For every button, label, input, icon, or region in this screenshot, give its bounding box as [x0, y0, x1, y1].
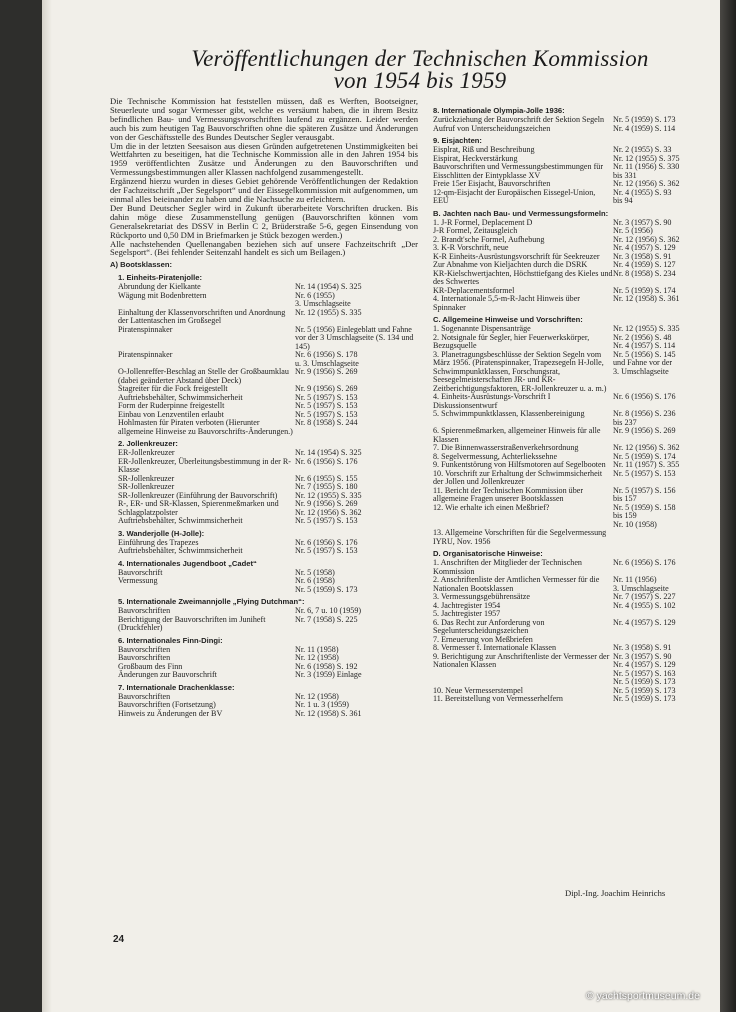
item-title: Auftriebsbehälter, Schwimmsicherheit — [118, 546, 243, 556]
item-title: 13. Allgemeine Vorschriften für die Segelvermessung IYRU, Nov. 1956 — [433, 528, 607, 546]
item-title: ER-Jollenkreuzer, Überleitungsbestimmung in der R-Klasse — [118, 456, 291, 475]
item-reference: Nr. 5 (1959) S. 158 bis 159 Nr. 10 (1958) — [613, 502, 676, 529]
intro-paragraph: Um die in der letzten Seesaison aus diesen Gründen aufgetretenen Unstimmigkeiten bei Wettfahrten zu beseitigen, hat die Technische Kommission alle in den Jahren 1954 bis 1959 veröffentlichten Zusätze und Änderungen zu den Bauvorschriften und Vermessungsbestimmungen aller Klassen nachfolgend zusammengestellt. — [110, 140, 418, 178]
item-title: Zur Abnahme von Kieljachten durch die DSRK — [433, 260, 588, 269]
item-reference: Nr. 14 (1954) S. 325 — [295, 282, 362, 292]
list-item — [110, 517, 418, 526]
item-title: 4. Internationale 5,5-m-R-Jacht Hinweis über Spinnaker — [433, 294, 580, 312]
item-reference: Nr. 11 (1956) S. 330 bis 331 — [613, 162, 680, 180]
item-reference: Nr. 6, 7 u. 10 (1959) — [295, 606, 362, 616]
item-reference: Nr. 5 (1957) S. 153 — [613, 468, 676, 478]
item-reference: Nr. 12 (1958) S. 361 — [613, 294, 680, 303]
list-item — [110, 458, 418, 475]
item-reference: Nr. 3 (1958) S. 91 — [613, 643, 672, 652]
item-reference: Nr. 5 (1957) S. 153 — [295, 516, 358, 526]
item-title: Piratenspinnaker — [118, 350, 173, 360]
item-title: Auftriebsbehälter, Schwimmsicherheit — [118, 516, 243, 526]
title-line-1: Veröffentlichungen der Technischen Kommission — [191, 46, 649, 71]
item-reference: Nr. 5 (1956) S. 145 und Fahne vor der 3. Umschlagseite — [613, 349, 676, 376]
item-title: Bauvorschriften — [118, 691, 171, 701]
item-reference: Nr. 4 (1955) S. 102 — [613, 600, 676, 610]
list-item — [110, 547, 418, 556]
item-reference: Nr. 5 (1956) — [613, 226, 653, 235]
list-item — [425, 189, 725, 206]
item-title: Abrundung der Kielkante — [118, 282, 201, 292]
list-item — [425, 470, 725, 487]
section-heading: 7. Internationale Drachenklasse: — [118, 682, 235, 692]
list-item — [425, 576, 725, 593]
item-reference: Nr. 5 (1956) Einlegeblatt und Fahne vor der 3 Umschlagseite (S. 134 und 145) — [295, 324, 414, 351]
item-title: Vermessung — [118, 576, 158, 586]
list-item — [425, 295, 725, 312]
item-reference: Nr. 1 u. 3 (1959) — [295, 700, 349, 710]
item-reference: Nr. 6 (1955) 3. Umschlagseite — [295, 290, 351, 309]
item-reference: Nr. 6 (1958) S. 192 — [295, 661, 358, 671]
item-title: Bauvorschriften — [118, 653, 171, 663]
item-reference: Nr. 11 (1956) 3. Umschlagseite — [613, 575, 669, 593]
list-item — [110, 577, 418, 594]
item-reference: Nr. 9 (1956) S. 269 — [613, 426, 676, 435]
section-heading: 5. Internationale Zweimannjolle „Flying Dutchman“: — [118, 597, 305, 607]
section-heading: D. Organisatorische Hinweise: — [433, 549, 543, 558]
item-title: 7. Erneuerung von Meßbriefen — [433, 634, 533, 644]
list-item — [425, 410, 725, 427]
item-title: 1. Sogenannte Dispensanträge — [433, 324, 531, 333]
item-reference: Nr. 7 (1958) S. 225 — [295, 614, 358, 624]
item-reference: Nr. 3 (1958) S. 91 — [613, 251, 672, 261]
item-title: O-Jollenreffer-Beschlag an Stelle der Großbaumklau (dabei geänderter Abstand über Deck) — [118, 367, 289, 385]
item-reference: Nr. 6 (1958) Nr. 5 (1959) S. 173 — [295, 576, 358, 594]
list-item — [110, 326, 418, 352]
item-reference: Nr. 5 (1959) S. 173 — [613, 685, 676, 695]
item-title: Auftriebsbehälter, Schwimmsicherheit — [118, 392, 243, 402]
item-title: KR-Deplacementsformel — [433, 285, 515, 295]
item-title: J-R Formel, Zeitausgleich — [433, 226, 518, 235]
item-title: R-, ER- und SR-Klassen, Spierenmeßmarken und Schlagplatzpolster — [118, 499, 279, 517]
section-heading: A) Bootsklassen: — [110, 260, 173, 270]
item-reference: Nr. 3 (1959) Einlage — [295, 670, 362, 680]
item-reference: Nr. 6 (1956) S. 176 — [613, 392, 676, 401]
item-title: Form der Ruderpinne freigestellt — [118, 401, 225, 411]
intro-paragraph: Alle nachstehenden Quellenangaben beziehen sich auf unsere Fachzeitschrift „Der Segelsport“. (Bei fehlender Seitenzahl handelt es sich um Beilagen.) — [110, 238, 418, 258]
item-reference: Nr. 5 (1959) S. 174 — [613, 285, 676, 295]
title-line-2: von 1954 bis 1959 — [333, 68, 507, 93]
item-reference: Nr. 4 (1959) S. 114 — [613, 123, 676, 133]
list-item — [110, 309, 418, 326]
item-title: 1. Anschriften der Mitglieder der Technischen Kommission — [433, 558, 582, 576]
item-reference: Nr. 4 (1955) S. 93 bis 94 — [613, 187, 672, 205]
item-title: 4. Einheits-Ausrüstungs-Vorschrift I Diskussionsentwurf — [433, 392, 551, 410]
section-heading: 1. Einheits-Piratenjolle: — [118, 273, 202, 283]
page-number: 24 — [113, 934, 125, 945]
item-reference: Nr. 5 (1957) S. 153 — [295, 401, 358, 411]
intro-paragraph: Die Technische Kommission hat feststellen müssen, daß es Werften, Bootseigner, Steuerleute und sogar Vermesser gibt, welche es versäumt haben, die in ihrem Besitz befindlichen Bau- und Vermessungsvorschriften laufend zu ergänzen. Leider werden auch bis zum heutigen Tag Bauvorschriften ohne die späteren Zusätze und Änderungen von der Geschäftsstelle des Bundes Deutscher Segler verausgabt. — [110, 96, 418, 142]
item-reference: Nr. 9 (1956) S. 269 Nr. 12 (1956) S. 362 — [295, 499, 362, 517]
item-reference: Nr. 12 (1955) S. 335 — [295, 307, 362, 317]
item-reference: Nr. 3 (1957) S. 90 — [613, 217, 672, 227]
item-title: 6. Spierenmeßmarken, allgemeiner Hinweis für alle Klassen — [433, 426, 601, 444]
item-reference: Nr. 5 (1957) S. 153 — [295, 409, 358, 419]
item-title: Eisplrat, Riß und Beschreibung — [433, 145, 535, 154]
item-reference: Nr. 12 (1956) S. 362 — [613, 443, 680, 452]
section-heading: 3. Wanderjolle (H-Jolle): — [118, 528, 205, 538]
item-title: 3. K-R Vorschrift, neue — [433, 243, 509, 252]
section-heading: 6. Internationales Finn-Dingi: — [118, 635, 223, 645]
item-title: 2. Anschriftenliste der Amtlichen Vermesser für die Nationalen Bootsklassen — [433, 575, 600, 593]
list-item — [110, 419, 418, 436]
item-reference: Nr. 6 (1956) S. 178 u. 3. Umschlagseite — [295, 350, 359, 368]
watermark: © yachtsportmuseum.de — [586, 990, 700, 1002]
list-item — [110, 710, 418, 719]
item-reference: Nr. 6 (1956) S. 176 — [613, 558, 676, 567]
item-title: 6. Das Recht zur Anforderung von Segelunterscheidungszeichen — [433, 617, 545, 635]
list-item — [110, 368, 418, 385]
item-title: 9. Funkentstörung von Hilfsmotoren auf Segelbooten — [433, 460, 606, 469]
item-title: SR-Jollenkreuzer — [118, 482, 175, 492]
item-title: 2. Brandt'sche Formel, Aufhebung — [433, 234, 545, 244]
item-title: Bauvorschriften — [118, 606, 171, 616]
list-item — [110, 671, 418, 680]
item-title: Bauvorschriften (Fortsetzung) — [118, 700, 216, 710]
item-title: 2. Notsignale für Segler, hier Feuerwerkskörper, Bezugsquelle — [433, 332, 590, 350]
left-column — [110, 97, 418, 718]
item-reference: Nr. 2 (1955) S. 33 — [613, 145, 672, 154]
item-reference: Nr. 12 (1958) — [295, 691, 339, 701]
item-title: 5. Schwimmpunktklassen, Klassenbereinigung — [433, 409, 585, 418]
item-title: Großbaum des Finn — [118, 661, 183, 671]
item-reference: Nr. 5 (1959) S. 173 — [613, 115, 676, 124]
item-reference: Nr. 6 (1956) S. 176 — [295, 537, 358, 547]
item-reference: Nr. 8 (1956) S. 236 bis 237 — [613, 409, 676, 427]
list-item — [425, 393, 725, 410]
item-title: 12. Wie erhalte ich einen Meßbrief? — [433, 502, 550, 512]
item-reference: Nr. 12 (1955) S. 335 — [613, 324, 680, 333]
list-item — [425, 487, 725, 504]
item-title: Einbau von Lenzventilen erlaubt — [118, 409, 224, 419]
item-title: 1. J-R Formel, Deplacement D — [433, 217, 533, 227]
item-title: Änderungen zur Bauvorschrift — [118, 670, 217, 680]
item-title: Aufruf von Unterscheidungszeichen — [433, 123, 551, 133]
item-title: SR-Jollenkreuzer — [118, 473, 175, 483]
item-title: Hinweis zu Änderungen der BV — [118, 708, 223, 718]
item-title: Eispirat, Heckverstärkung — [433, 153, 518, 163]
item-title: 4. Jachtregister 1954 — [433, 600, 501, 610]
item-reference: Nr. 5 (1957) S. 153 — [295, 546, 358, 556]
item-title: Wägung mit Bodenbrettern — [118, 290, 207, 300]
item-title: Zurückziehung der Bauvorschrift der Sektion Segeln — [433, 115, 605, 124]
list-item — [425, 270, 725, 287]
item-title: Piratenspinnaker — [118, 324, 173, 334]
section-heading: C. Allgemeine Hinweise und Vorschriften: — [433, 315, 583, 324]
item-title: KR-Kielschwertjachten, Höchsttiefgang des Kieles und des Schwertes — [433, 268, 613, 286]
list-item — [425, 653, 725, 687]
item-title: Bauvorschrift — [118, 567, 163, 577]
item-title: 5. Jachtregister 1957 — [433, 609, 501, 618]
item-title: 8. Vermesser f. Internationale Klassen — [433, 643, 557, 652]
list-item — [425, 351, 725, 394]
item-title: Berichtigung der Bauvorschriften im Juniheft (Druckfehler) — [118, 614, 266, 633]
item-reference: Nr. 5 (1959) S. 174 — [613, 451, 676, 461]
intro-text — [110, 97, 418, 257]
item-reference: Nr. 6 (1955) S. 155 — [295, 473, 358, 483]
list-item — [425, 163, 725, 180]
item-title: Einhaltung der Klassenvorschriften und Anordnung der Lattentaschen im Großsegel — [118, 307, 286, 326]
item-reference: Nr. 11 (1958) — [295, 644, 339, 654]
intro-paragraph: Ergänzend hierzu wurden in dieses Gebiet gehörende Veröffentlichungen der Redaktion der Fachzeitschrift „Der Segelsport“ und der Eissegelkommission mit aufgenommen, um einmal alles beieinander zu haben und die Nachsuche zu erleichtern. — [110, 176, 418, 204]
item-title: 12-qm-Eisjacht der Europäischen Eissegel-Union, EEU — [433, 187, 596, 205]
item-reference: Nr. 4 (1957) S. 129 — [613, 617, 676, 627]
item-reference: Nr. 8 (1958) S. 244 — [295, 418, 358, 428]
item-reference: Nr. 5 (1959) S. 173 — [613, 694, 676, 703]
item-title: 11. Bericht der Technischen Kommission über allgemeine Fragen unserer Bootsklassen — [433, 485, 584, 503]
list-item — [425, 559, 725, 576]
item-reference: Nr. 12 (1955) S. 335 — [295, 490, 362, 500]
item-reference: Nr. 5 (1957) S. 156 bis 157 — [613, 485, 676, 503]
item-reference: Nr. 4 (1959) S. 127 — [613, 260, 676, 269]
item-reference: Nr. 4 (1957) S. 129 — [613, 243, 676, 252]
list-item — [110, 292, 418, 309]
item-reference: Nr. 7 (1955) S. 180 — [295, 482, 358, 492]
item-reference: Nr. 12 (1958) S. 361 — [295, 708, 362, 718]
item-reference: Nr. 9 (1956) S. 269 — [295, 384, 358, 394]
item-title: 10. Neue Vermesserstempel — [433, 685, 523, 695]
list-item — [110, 616, 418, 633]
right-sections — [425, 105, 725, 704]
item-title: SR-Jollenkreuzer (Einführung der Bauvorschrift) — [118, 490, 278, 500]
item-title: Einführung des Trapezes — [118, 537, 199, 547]
item-reference: Nr. 12 (1955) S. 375 — [613, 153, 680, 163]
item-title: 11. Bereitstellung von Vermesserhelfern — [433, 694, 563, 703]
section-heading: 2. Jollenkreuzer: — [118, 439, 178, 449]
list-item — [110, 500, 418, 517]
item-title: 10. Vorschrift zur Erhaltung der Schwimmsicherheit der Jollen und Jollenkreuzer — [433, 468, 603, 486]
list-item — [110, 351, 418, 368]
section-heading: B. Jachten nach Bau- und Vermessungsformeln: — [433, 208, 609, 218]
intro-paragraph: Der Bund Deutscher Segler wird in Zukunft überarbeitete Vorschriften drucken. Bis dahin möge diese Zusammenstellung genügen (Bauvorschriften können vom Generalsekretariat des DSSV in Berlin C 2, Brüderstraße 5-6, gegen Einsendung von Rückporto und 0,50 DM in Briefmarken je Stück bezogen werden.) — [110, 202, 418, 240]
item-title: Bauvorschriften — [118, 644, 171, 654]
list-item — [425, 695, 725, 704]
item-title: 9. Berichtigung zur Anschriftenliste der Vermesser der Nationalen Klassen — [433, 651, 610, 669]
list-item — [425, 334, 725, 351]
item-reference: Nr. 2 (1956) S. 48 Nr. 4 (1957) S. 114 — [613, 332, 676, 350]
item-title: 3. Planetragungsbeschlüsse der Sektion Segeln vom März 1956. (Piratenspinnaker, Trapezsegeln H-Jolle, Schwimmpunktklassen, Forschungsrat, Seesegelmeisterschaften JR- und KR-Zeitberichtigungsfaktoren, ER-Jollenkreuzer u. a. m.) — [433, 349, 607, 393]
list-item — [425, 619, 725, 636]
item-reference: Nr. 5 (1957) S. 153 — [295, 392, 358, 402]
item-reference: Nr. 12 (1956) S. 362 — [613, 234, 680, 244]
item-reference — [613, 529, 725, 546]
item-title: Hohlmasten für Piraten verboten (Hierunter allgemeine Hinweise zu Bauvorschrifts-Änderungen.) — [118, 418, 293, 436]
item-reference: Nr. 3 (1957) S. 90 Nr. 4 (1957) S. 129 Nr. 5 (1957) S. 163 Nr. 5 (1959) S. 173 — [613, 651, 676, 686]
item-reference: Nr. 8 (1958) S. 234 — [613, 268, 676, 278]
list-item — [425, 125, 725, 134]
item-reference: Nr. 5 (1958) — [295, 567, 335, 577]
right-column — [425, 103, 725, 704]
item-title: 3. Vermessungsgebührensätze — [433, 592, 530, 601]
item-title: K-R Einheits-Ausrüstungsvorschrift für Seekreuzer — [433, 251, 600, 261]
section-heading: 4. Internationales Jugendboot „Cadet“ — [118, 558, 257, 568]
item-title: Stagreiter für die Fock freigestellt — [118, 384, 228, 394]
item-reference: Nr. 6 (1956) S. 176 — [295, 456, 358, 466]
item-title: 7. Die Binnenwasserstraßenverkehrsordnung — [433, 443, 579, 452]
item-title: Bauvorschriften und Vermessungsbestimmungen für Eisschlitten der Eintypklasse XV — [433, 162, 604, 180]
item-reference: Nr. 12 (1956) S. 362 — [613, 179, 680, 188]
list-item — [425, 427, 725, 444]
item-reference: Nr. 7 (1957) S. 227 — [613, 592, 676, 601]
item-title: 8. Segelvermessung, Achterliekssehne — [433, 451, 558, 461]
section-heading: 9. Eisjachten: — [433, 136, 482, 145]
item-reference: Nr. 14 (1954) S. 325 — [295, 448, 362, 458]
item-reference: Nr. 9 (1956) S. 269 — [295, 367, 358, 377]
list-item — [425, 504, 725, 530]
item-title: Freie 15er Eisjacht, Bauvorschriften — [433, 179, 551, 188]
item-reference: Nr. 11 (1957) S. 355 — [613, 460, 680, 469]
left-sections — [110, 259, 418, 718]
item-title: ER-Jollenkreuzer — [118, 448, 175, 458]
list-item — [425, 529, 725, 546]
section-heading: 8. Internationale Olympia-Jolle 1936: — [433, 106, 565, 115]
page-title — [150, 48, 690, 92]
item-reference: Nr. 12 (1958) — [295, 653, 339, 663]
author-signature: Dipl.-Ing. Joachim Heinrichs — [565, 888, 666, 898]
